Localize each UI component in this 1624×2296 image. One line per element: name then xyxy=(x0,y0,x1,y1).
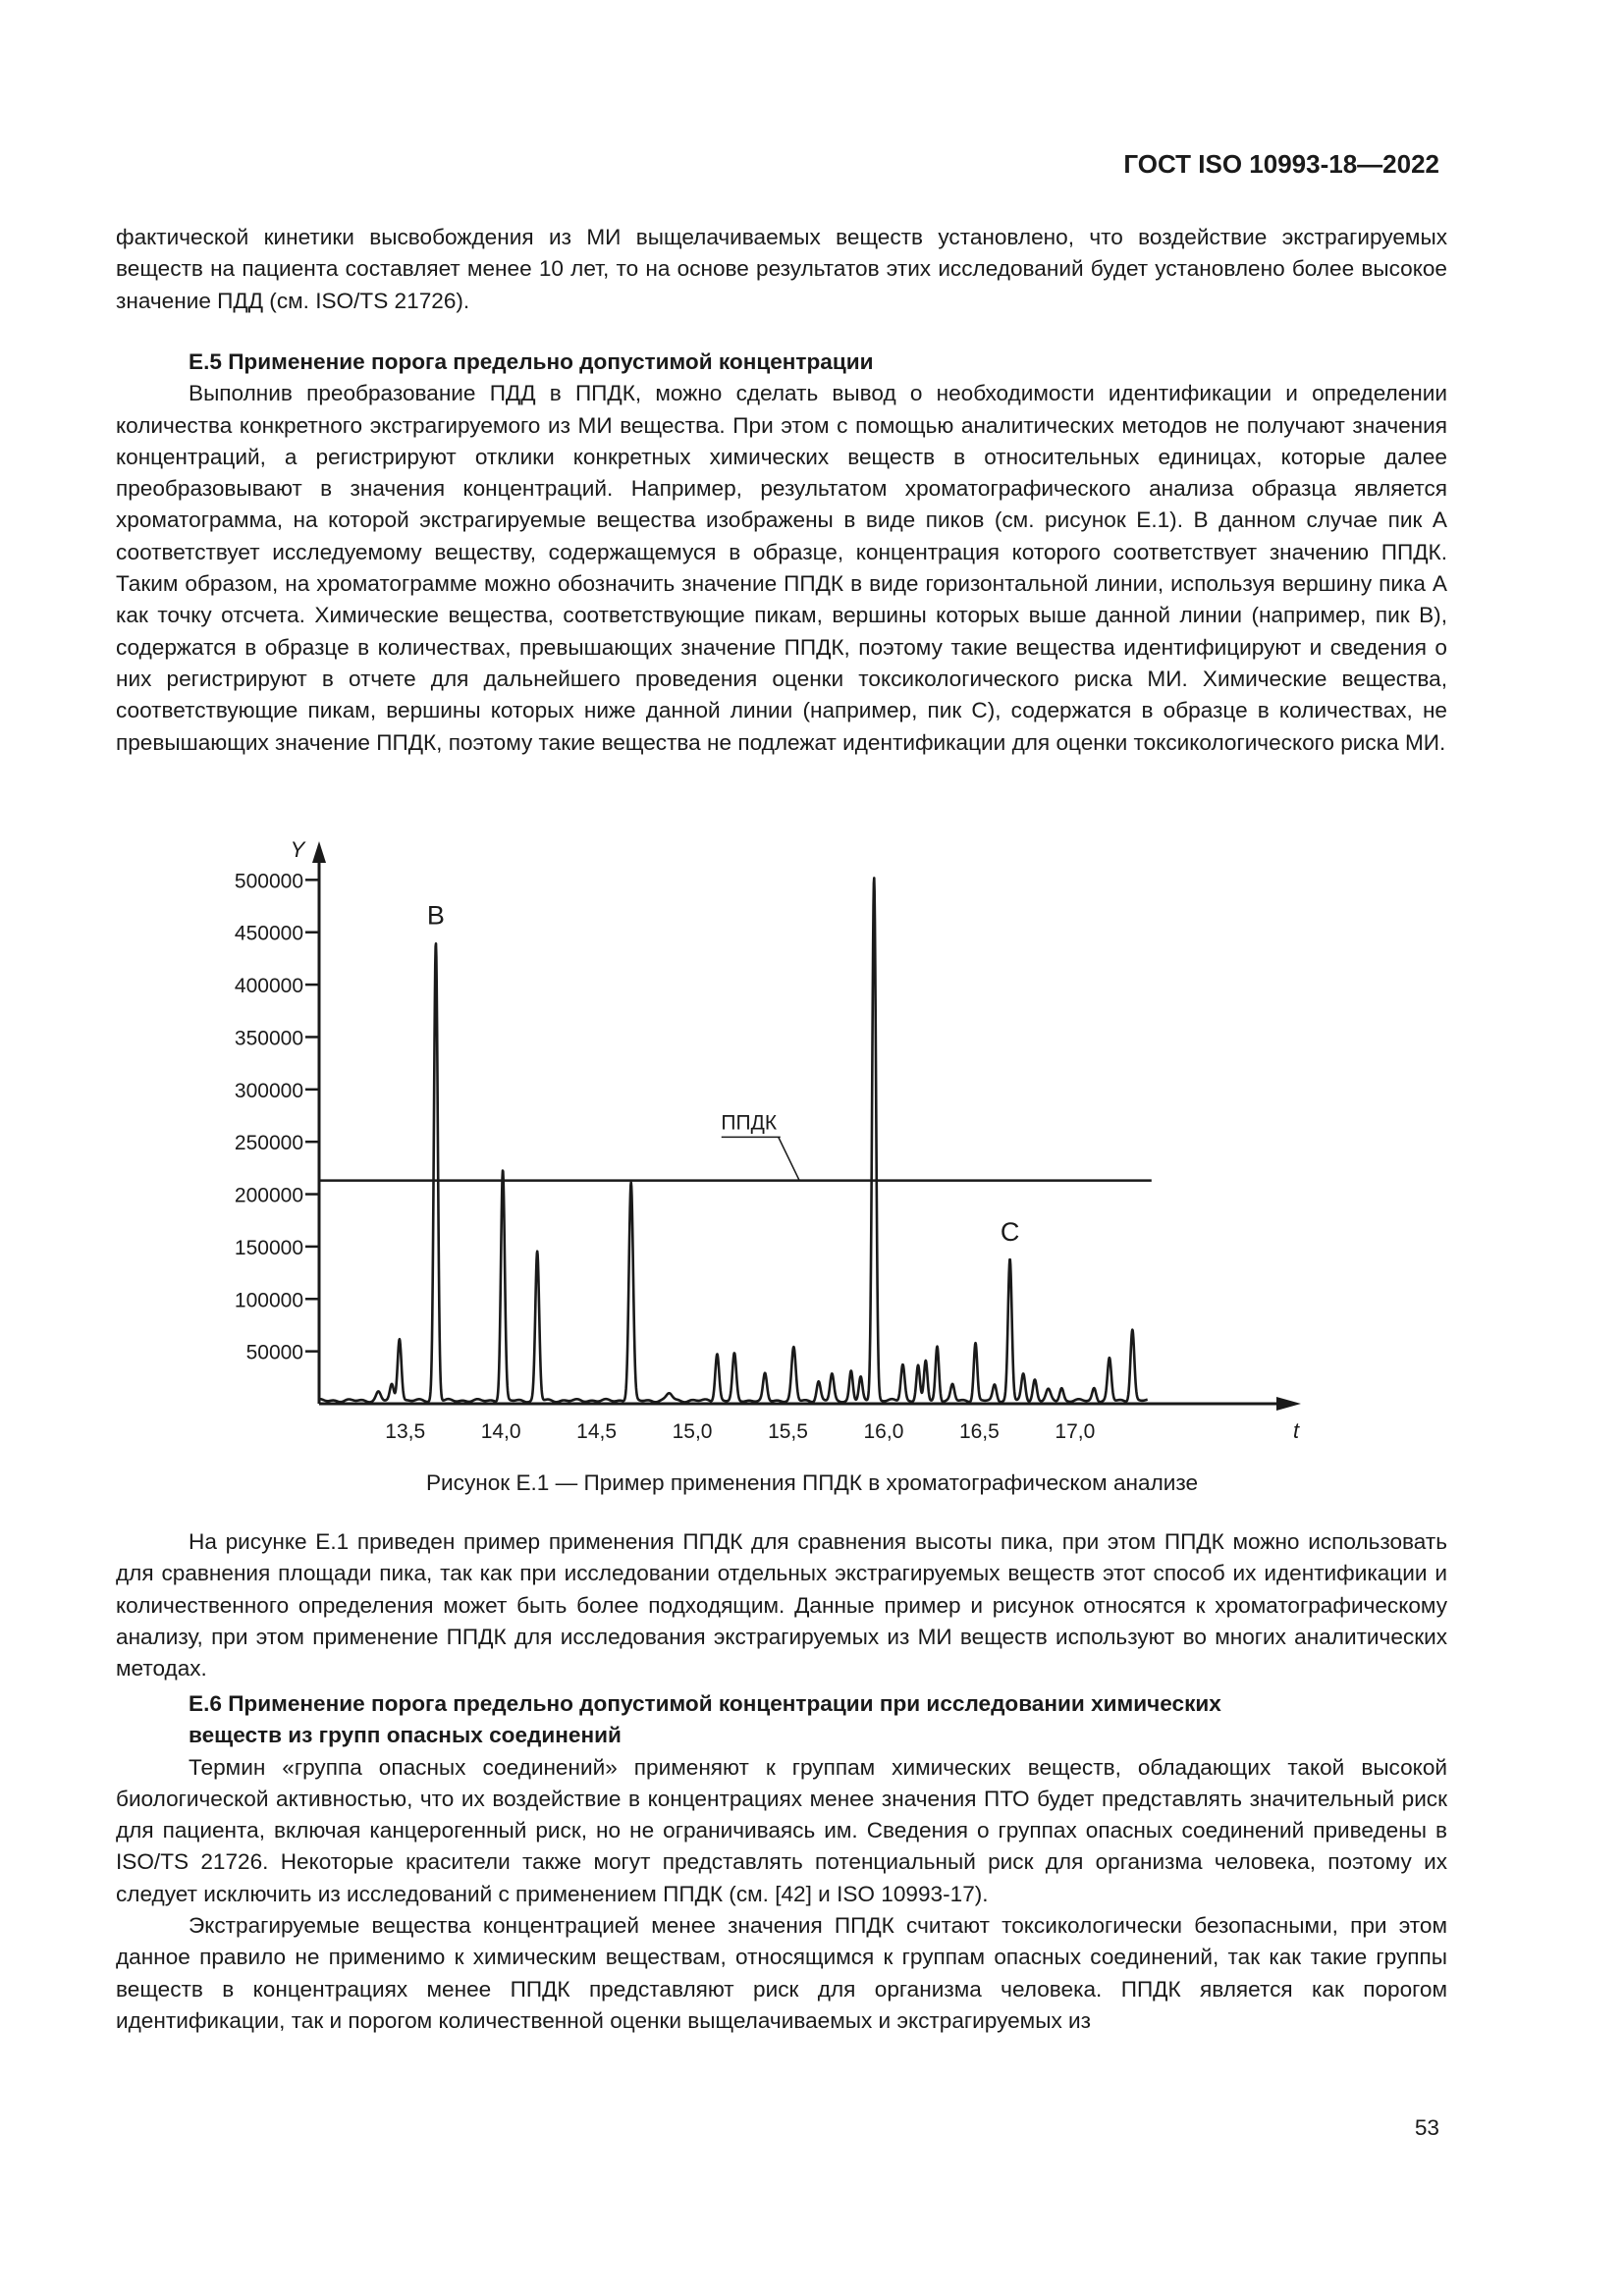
y-tick-label: 250000 xyxy=(234,1132,303,1155)
x-tick-label: 16,0 xyxy=(863,1420,904,1443)
section-e6-body-2: Экстрагируемые вещества концентрацией менее значения ППДК считают токсикологически безопасными, при этом данное правило не применимо к химическим веществам, относящимся к группам опасных соединений, так как такие группы веществ в концентрациях менее ППДК представляют риск для организма человека. ППДК является как порогом идентификации, так и порогом количественной оценки выщелачиваемых и экстрагируемых из xyxy=(116,1913,1447,2033)
threshold-leader xyxy=(779,1137,799,1180)
chromatogram-chart xyxy=(177,810,1355,1458)
y-tick-label: 150000 xyxy=(234,1236,303,1259)
text-block-top xyxy=(116,222,1447,317)
x-tick-label: 13,5 xyxy=(385,1420,426,1443)
page-number: 53 xyxy=(1414,2115,1439,2140)
x-axis-arrow xyxy=(1276,1397,1301,1411)
section-e6-body-1: Термин «группа опасных соединений» применяют к группам химических веществ, обладающих такой высокой биологической активностью, что их воздействие в концентрациях менее значения ПТО будет представлять значительный риск для пациента, включая канцерогенный риск, но не ограничиваясь им. Сведения о группах опасных соединений приведены в ISO/TS 21726. Некоторые красители также могут представлять потенциальный риск для организма человека, поэтому их следует исключить из исследований с применением ППДК (см. [42] и ISO 10993-17). xyxy=(116,1754,1447,1906)
x-tick-label: 17,0 xyxy=(1055,1420,1096,1443)
figure-caption: Рисунок Е.1 — Пример применения ППДК в хроматографическом анализе xyxy=(425,1470,1199,1495)
section-e6-title-line1: Е.6 Применение порога предельно допустимой концентрации при исследовании химических xyxy=(189,1691,1221,1716)
section-e6 xyxy=(116,1688,1447,2037)
chromatogram-trace xyxy=(319,878,1148,1402)
y-tick-label: 300000 xyxy=(234,1079,303,1102)
x-tick-label: 15,0 xyxy=(672,1420,713,1443)
x-axis-label: t xyxy=(1292,1418,1300,1443)
section-e5 xyxy=(116,347,1447,759)
x-tick-label: 15,5 xyxy=(768,1420,808,1443)
y-tick-label: 450000 xyxy=(234,922,303,945)
section-e5-body: Выполнив преобразование ПДД в ППДК, можно сделать вывод о необходимости идентификации и определении количества конкретного экстрагируемого из МИ вещества. При этом с помощью аналитических методов не получают значения концентраций, а регистрируют отклики конкретных химических веществ в относительных единицах, которые далее преобразовывают в значения концентраций. Например, результатом хроматографического анализа образца является хроматограмма, на которой экстрагируемые вещества изображены в виде пиков (см. рисунок Е.1). В данном случае пик А соответствует исследуемому веществу, содержащемуся в образце, концентрация которого соответствует значению ППДК. Таким образом, на хроматограмме можно обозначить значение ППДК в виде горизонтальной линии, используя вершину пика А как точку отсчета. Химические вещества, соответствующие пикам, вершины которых выше данной линии (например, пик В), содержатся в образце в количествах, превышающих значение ППДК, поэтому такие вещества идентифицируют и сведения о них регистрируют в отчете для дальнейшего проведения оценки токсикологического риска МИ. Химические вещества, соответствующие пикам, вершины которых ниже данной линии (например, пик С), содержатся в образце в количествах, не превышающих значение ППДК, поэтому такие вещества не подлежат идентификации для оценки токсикологического риска МИ. xyxy=(116,381,1447,755)
threshold-label: ППДК xyxy=(721,1111,778,1135)
y-tick-label: 50000 xyxy=(245,1341,303,1364)
y-axis-label: Y xyxy=(290,837,305,862)
y-tick-label: 200000 xyxy=(234,1184,303,1207)
section-e5-title: Е.5 Применение порога предельно допустимой концентрации xyxy=(189,349,874,374)
x-tick-label: 14,0 xyxy=(480,1420,521,1443)
paragraph-after-figure: На рисунке Е.1 приведен пример применения ППДК для сравнения высоты пика, при этом ППДК можно использовать для сравнения площади пика, так как при исследовании отдельных экстрагируемых веществ этот способ их идентификации и количественного определения может быть более подходящим. Данные пример и рисунок относятся к хроматографическому анализу, при этом применение ППДК для исследования экстрагируемых из МИ веществ используют во многих аналитических методах. xyxy=(116,1529,1447,1682)
y-tick-label: 400000 xyxy=(234,975,303,998)
section-e6-title-line2: веществ из групп опасных соединений xyxy=(189,1723,622,1748)
paragraph-continuation: фактической кинетики высвобождения из МИ выщелачиваемых веществ установлено, что воздействие экстрагируемых веществ на пациента составляет менее 10 лет, то на основе результатов этих исследований будет установлено более высокое значение ПДД (см. ISO/TS 21726). xyxy=(116,225,1447,313)
peak-label-b: B xyxy=(426,900,445,931)
x-tick-label: 16,5 xyxy=(958,1420,1000,1443)
y-tick-label: 500000 xyxy=(234,870,303,893)
peak-label-c: C xyxy=(1000,1216,1020,1247)
y-tick-label: 100000 xyxy=(234,1289,303,1312)
text-block-after-figure xyxy=(116,1526,1447,1684)
x-tick-label: 14,5 xyxy=(576,1420,618,1443)
document-header: ГОСТ ISO 10993-18—2022 xyxy=(1123,149,1439,179)
y-tick-label: 350000 xyxy=(234,1027,303,1050)
y-axis-arrow xyxy=(312,841,326,863)
